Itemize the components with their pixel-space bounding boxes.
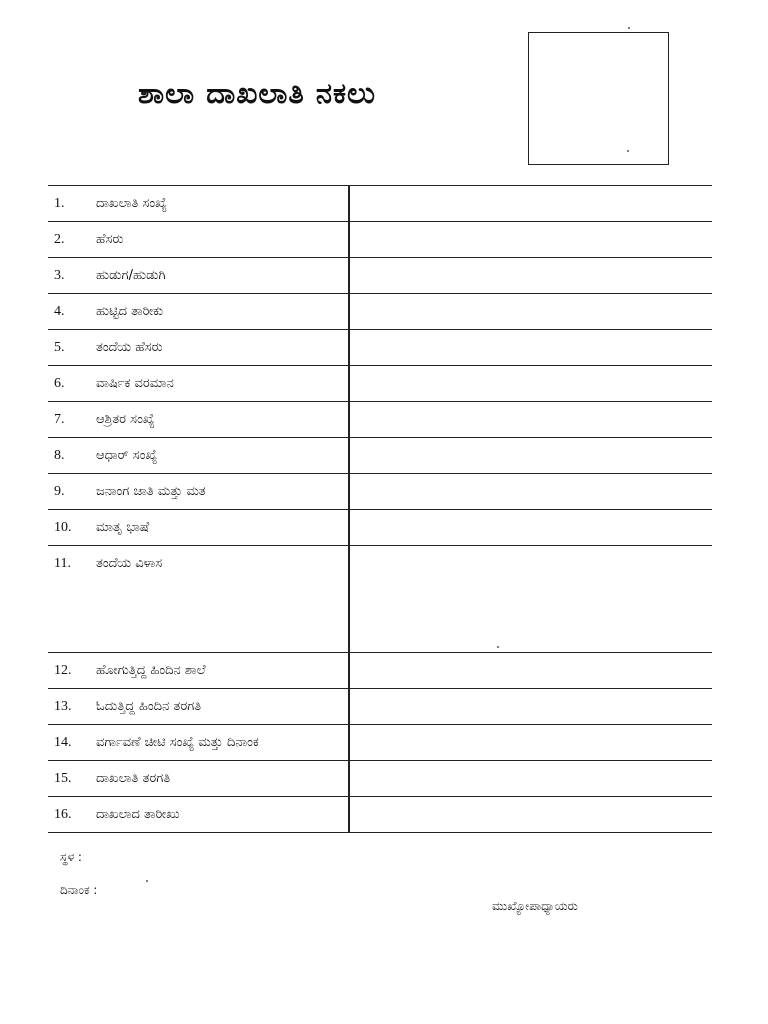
row-number: 9. xyxy=(54,484,65,499)
form-row xyxy=(48,761,712,797)
form-row xyxy=(48,330,712,366)
row-label-cell xyxy=(48,725,349,761)
row-label: ತಂದೆಯ ಹೆಸರು xyxy=(96,340,163,355)
form-row xyxy=(48,546,712,653)
row-label: ಹುಟ್ಟಿದ ತಾರೀಕು xyxy=(96,304,164,319)
row-number: 4. xyxy=(54,304,65,319)
row-value-field[interactable] xyxy=(349,510,712,546)
row-number: 7. xyxy=(54,412,65,427)
scan-speck xyxy=(628,27,630,29)
form-row xyxy=(48,689,712,725)
row-label: ಹುಡುಗ/ಹುಡುಗಿ xyxy=(96,268,166,283)
row-label: ದಾಖಲಾತಿ ಸಂಖ್ಯೆ xyxy=(96,196,167,211)
form-row xyxy=(48,797,712,833)
photo-box xyxy=(528,32,669,165)
row-number: 1. xyxy=(54,196,65,211)
row-number: 13. xyxy=(54,699,72,714)
row-label-cell xyxy=(48,258,349,294)
row-number: 14. xyxy=(54,735,72,750)
row-label-cell xyxy=(48,510,349,546)
row-number: 15. xyxy=(54,771,72,786)
row-label-cell xyxy=(48,761,349,797)
row-value-field[interactable] xyxy=(349,474,712,510)
row-label-cell xyxy=(48,402,349,438)
row-label-cell xyxy=(48,186,349,222)
row-value-field[interactable] xyxy=(349,546,712,653)
row-label-cell xyxy=(48,438,349,474)
row-number: 12. xyxy=(54,663,72,678)
row-value-field[interactable] xyxy=(349,797,712,833)
form-row xyxy=(48,474,712,510)
date-label: ದಿನಾಂಕ : xyxy=(60,883,98,897)
row-label: ದಾಖಲಾದ ತಾರೀಖು xyxy=(96,807,180,822)
place-label: ಸ್ಥಳ : xyxy=(60,850,82,864)
row-label: ವರ್ಗಾವಣೆ ಚೀಟಿ ಸಂಖ್ಯೆ ಮತ್ತು ದಿನಾಂಕ xyxy=(96,735,259,750)
scan-speck xyxy=(627,150,629,152)
form-row xyxy=(48,294,712,330)
scan-speck xyxy=(146,880,148,882)
document-title: ಶಾಲಾ ದಾಖಲಾತಿ ನಕಲು xyxy=(138,76,377,110)
row-value-field[interactable] xyxy=(349,186,712,222)
row-label: ಮಾತೃ ಭಾಷೆ xyxy=(96,520,150,535)
form-row xyxy=(48,222,712,258)
row-number: 2. xyxy=(54,232,65,247)
form-row xyxy=(48,438,712,474)
row-number: 6. xyxy=(54,376,65,391)
row-label: ಹೋಗುತ್ತಿದ್ದ ಹಿಂದಿನ ಶಾಲೆ xyxy=(96,663,206,678)
row-number: 11. xyxy=(54,556,71,571)
row-value-field[interactable] xyxy=(349,761,712,797)
row-label: ಜನಾಂಗ ಜಾತಿ ಮತ್ತು ಮತ xyxy=(96,484,206,499)
row-value-field[interactable] xyxy=(349,689,712,725)
row-label-cell xyxy=(48,653,349,689)
row-number: 8. xyxy=(54,448,65,463)
row-label: ವಾರ್ಷಿಕ ವರಮಾನ xyxy=(96,376,174,391)
row-value-field[interactable] xyxy=(349,438,712,474)
row-label-cell xyxy=(48,366,349,402)
row-label-cell xyxy=(48,546,349,653)
row-value-field[interactable] xyxy=(349,653,712,689)
admission-form-table xyxy=(48,185,712,833)
row-label: ಓದುತ್ತಿದ್ದ ಹಿಂದಿನ ತರಗತಿ xyxy=(96,699,202,714)
row-label: ತಂದೆಯ ವಿಳಾಸ xyxy=(96,556,163,571)
row-number: 3. xyxy=(54,268,65,283)
row-label-cell xyxy=(48,294,349,330)
row-label: ದಾಖಲಾತಿ ತರಗತಿ xyxy=(96,771,171,786)
form-row xyxy=(48,402,712,438)
headmaster-signature-label: ಮುಖ್ಯೋಪಾಧ್ಯಾಯರು xyxy=(492,899,578,913)
form-row xyxy=(48,186,712,222)
row-value-field[interactable] xyxy=(349,725,712,761)
row-value-field[interactable] xyxy=(349,330,712,366)
row-number: 16. xyxy=(54,807,72,822)
row-value-field[interactable] xyxy=(349,366,712,402)
row-label-cell xyxy=(48,474,349,510)
row-value-field[interactable] xyxy=(349,258,712,294)
row-label: ಆಧಾರ್ ಸಂಖ್ಯೆ xyxy=(96,448,158,463)
form-row xyxy=(48,510,712,546)
form-row xyxy=(48,258,712,294)
row-label-cell xyxy=(48,689,349,725)
row-label-cell xyxy=(48,797,349,833)
row-label-cell xyxy=(48,222,349,258)
row-value-field[interactable] xyxy=(349,222,712,258)
form-row xyxy=(48,653,712,689)
row-value-field[interactable] xyxy=(349,294,712,330)
row-number: 10. xyxy=(54,520,72,535)
form-row xyxy=(48,366,712,402)
row-label: ಆಶ್ರಿತರ ಸಂಖ್ಯೆ xyxy=(96,412,155,427)
row-label: ಹೆಸರು xyxy=(96,232,124,247)
row-number: 5. xyxy=(54,340,65,355)
row-value-field[interactable] xyxy=(349,402,712,438)
row-label-cell xyxy=(48,330,349,366)
form-row xyxy=(48,725,712,761)
